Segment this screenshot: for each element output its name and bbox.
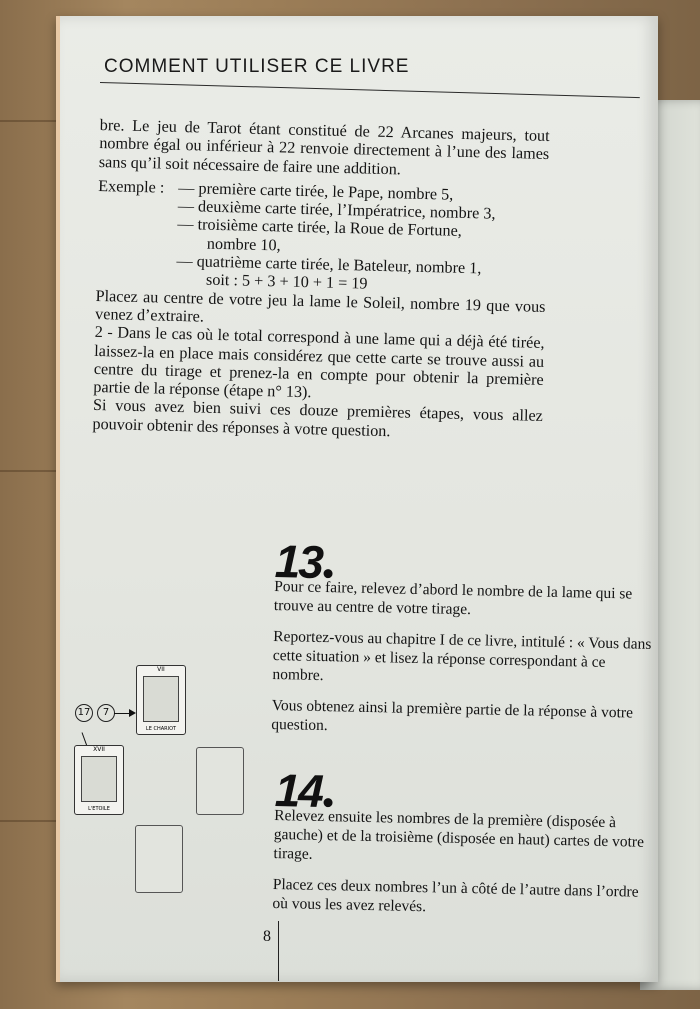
card-roman-numeral: XVII [93, 746, 105, 753]
tarot-card-chariot [136, 665, 186, 735]
step-14-paragraph-2: Placez ces deux nombres l’un à côté de l’autre dans l’ordre où vous les avez relevés. [272, 875, 639, 916]
book-page [56, 16, 658, 982]
example-item-2: — deuxième carte tirée, l’Impératrice, nombre 3, [177, 197, 496, 223]
example-item-3: — troisième carte tirée, la Roue de Fortune, [177, 215, 463, 241]
arrow-to-top-card [114, 713, 134, 714]
empty-card-slot-right [196, 747, 244, 815]
card-name: LE CHARIOT [145, 726, 177, 732]
empty-card-slot-bottom [135, 825, 183, 893]
step-13-head: Pour ce faire, relevez d’abord le nombre de la lame qui se trouve au centre de votre tirage. [273, 577, 633, 619]
card-illustration [143, 676, 179, 722]
step-13-paragraph-2: Reportez-vous au chapitre I de ce livre, intitulé : « Vous dans cette situation » et lisez la réponse correspondant à ce nombre. [272, 627, 652, 685]
step-13-paragraph-3: Vous obtenez ainsi la première partie de la réponse à votre question. [271, 696, 634, 735]
intro-paragraph-3: 2 - Dans le cas où le total correspond à une lame qui a déjà été tirée, laissez-la en place mais considérez que cette carte se trouve aussi au centre du tirage et prenez-la en compte pour obtenir la première partie de la réponse (étape n° 13). [93, 323, 545, 402]
example-item-1: — première carte tirée, le Pape, nombre 5, [178, 178, 454, 204]
step-14-head: Relevez ensuite les nombres de la première (disposée à gauche) et de la troisième (disposée en haut) cartes de votre tirage. [273, 806, 645, 863]
intro-paragraph-2: Placez au centre de votre jeu la lame le Soleil, nombre 19 que vous venez d’extraire. [94, 286, 546, 326]
card-roman-numeral: VII [157, 666, 165, 673]
intro-text [92, 116, 550, 444]
example-item-4b: soit : 5 + 3 + 10 + 1 = 19 [205, 271, 368, 293]
step-14 [272, 764, 660, 933]
page-number: 8 [263, 928, 271, 945]
circle-number-7: 7 [97, 704, 115, 722]
tarot-card-etoile [74, 745, 124, 815]
example-label: Exemple : [98, 176, 165, 197]
step-bullet [324, 569, 333, 578]
step-13-number: 13 [274, 535, 323, 588]
example-item-3b: nombre 10, [206, 234, 281, 255]
running-header: COMMENT UTILISER CE LIVRE [104, 56, 410, 77]
intro-paragraph-4: Si vous avez bien suivi ces douze premières étapes, vous allez pouvoir obtenir des réponses à votre question. [92, 396, 544, 440]
circle-number-17: 17 [75, 704, 93, 722]
example-item-4: — quatrième carte tirée, le Bateleur, nombre 1, [176, 251, 482, 278]
intro-paragraph-1: bre. Le jeu de Tarot étant constitué de 22 Arcanes majeurs, tout nombre égal ou inférieur à 22 renvoie directement à l’une des lames sans qu’il soit nécessaire de faire une addition. [98, 116, 550, 178]
step-bullet [324, 798, 333, 807]
card-illustration [81, 756, 117, 802]
page-number-rule [278, 921, 279, 981]
card-name: L'ETOILE [88, 806, 110, 812]
step-13 [271, 535, 660, 754]
header-rule [100, 82, 640, 98]
step-14-number: 14 [274, 764, 323, 817]
